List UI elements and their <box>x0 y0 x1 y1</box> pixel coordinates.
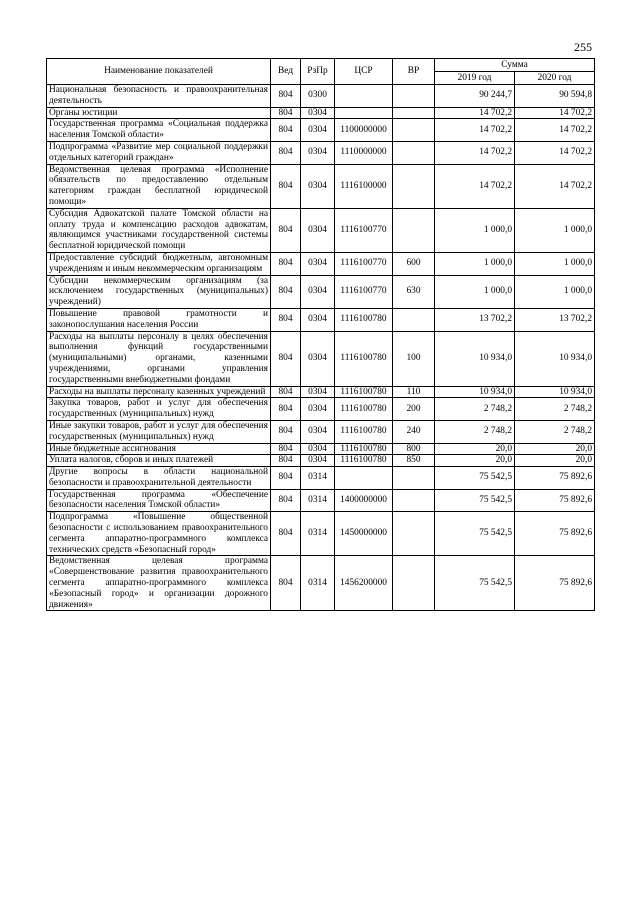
row-2020: 13 702,2 <box>515 308 595 331</box>
row-ved: 804 <box>271 467 301 490</box>
row-2019: 10 934,0 <box>435 386 515 398</box>
budget-table <box>46 58 595 611</box>
row-ved: 804 <box>271 164 301 208</box>
header-vr: ВР <box>393 59 435 85</box>
row-2020: 90 594,8 <box>515 85 595 108</box>
row-2019: 10 934,0 <box>435 331 515 386</box>
row-rzpr: 0304 <box>301 208 335 252</box>
row-ved: 804 <box>271 398 301 421</box>
row-vr: 800 <box>393 443 435 455</box>
row-rzpr: 0314 <box>301 489 335 512</box>
table-row <box>47 275 595 308</box>
row-2020: 2 748,2 <box>515 398 595 421</box>
row-ved: 804 <box>271 85 301 108</box>
row-rzpr: 0304 <box>301 398 335 421</box>
row-name: Субсидии некоммерческим организациям (за исключением государственных (муниципальных) учреждений) <box>47 275 271 308</box>
row-vr <box>393 141 435 164</box>
row-2019: 1 000,0 <box>435 208 515 252</box>
row-ved: 804 <box>271 208 301 252</box>
row-name: Субсидия Адвокатской палате Томской области на оплату труда и компенсацию расходов адвокатам, являющимся участниками государственной системы бесплатной юридической помощи <box>47 208 271 252</box>
row-csr: 1116100780 <box>335 398 393 421</box>
row-csr: 1116100780 <box>335 420 393 443</box>
header-2019: 2019 год <box>435 72 515 85</box>
row-vr <box>393 512 435 556</box>
row-name: Закупка товаров, работ и услуг для обеспечения государственных (муниципальных) нужд <box>47 398 271 421</box>
header-rzpr: РзПр <box>301 59 335 85</box>
row-csr: 1450000000 <box>335 512 393 556</box>
header-sum: Сумма <box>435 59 595 72</box>
row-2020: 14 702,2 <box>515 141 595 164</box>
row-vr: 110 <box>393 386 435 398</box>
row-2019: 14 702,2 <box>435 141 515 164</box>
row-2020: 14 702,2 <box>515 119 595 142</box>
row-ved: 804 <box>271 275 301 308</box>
page-number: 255 <box>574 40 592 54</box>
row-2020: 14 702,2 <box>515 164 595 208</box>
row-vr: 850 <box>393 455 435 467</box>
row-2020: 10 934,0 <box>515 331 595 386</box>
row-rzpr: 0300 <box>301 85 335 108</box>
row-rzpr: 0314 <box>301 467 335 490</box>
row-name: Подпрограмма «Повышение общественной безопасности с использованием правоохранительного сегмента аппаратно-программного комплекса технических средств «Безопасный город» <box>47 512 271 556</box>
row-2019: 20,0 <box>435 443 515 455</box>
row-csr: 1116100780 <box>335 308 393 331</box>
row-2019: 75 542,5 <box>435 489 515 512</box>
row-vr <box>393 107 435 119</box>
table-row <box>47 512 595 556</box>
row-2019: 14 702,2 <box>435 107 515 119</box>
row-2019: 20,0 <box>435 455 515 467</box>
row-csr: 1116100770 <box>335 208 393 252</box>
row-name: Иные закупки товаров, работ и услуг для обеспечения государственных (муниципальных) нужд <box>47 420 271 443</box>
row-csr: 1100000000 <box>335 119 393 142</box>
row-ved: 804 <box>271 420 301 443</box>
row-name: Расходы на выплаты персоналу в целях обеспечения выполнения функций государственными (муниципальными) органами, казенными учреждениями, органами управления государственными внебюджетными фондами <box>47 331 271 386</box>
table-row <box>47 467 595 490</box>
table-row <box>47 308 595 331</box>
row-2019: 1 000,0 <box>435 275 515 308</box>
row-ved: 804 <box>271 386 301 398</box>
table-body <box>47 85 595 611</box>
row-rzpr: 0304 <box>301 420 335 443</box>
row-rzpr: 0304 <box>301 443 335 455</box>
row-name: Уплата налогов, сборов и иных платежей <box>47 455 271 467</box>
row-vr: 600 <box>393 252 435 275</box>
row-csr <box>335 107 393 119</box>
row-2020: 75 892,6 <box>515 467 595 490</box>
row-csr: 1116100780 <box>335 443 393 455</box>
row-2020: 1 000,0 <box>515 208 595 252</box>
row-ved: 804 <box>271 455 301 467</box>
row-rzpr: 0314 <box>301 556 335 611</box>
row-name: Расходы на выплаты персоналу казенных учреждений <box>47 386 271 398</box>
row-2020: 75 892,6 <box>515 489 595 512</box>
row-2020: 75 892,6 <box>515 556 595 611</box>
row-vr <box>393 164 435 208</box>
row-2020: 14 702,2 <box>515 107 595 119</box>
table-row <box>47 141 595 164</box>
row-rzpr: 0304 <box>301 164 335 208</box>
row-2020: 20,0 <box>515 443 595 455</box>
table-row <box>47 443 595 455</box>
table-row <box>47 107 595 119</box>
row-vr <box>393 208 435 252</box>
row-2019: 75 542,5 <box>435 512 515 556</box>
row-2020: 75 892,6 <box>515 512 595 556</box>
row-csr: 1116100780 <box>335 455 393 467</box>
row-name: Другие вопросы в области национальной безопасности и правоохранительной деятельности <box>47 467 271 490</box>
row-vr: 200 <box>393 398 435 421</box>
row-rzpr: 0314 <box>301 512 335 556</box>
row-ved: 804 <box>271 331 301 386</box>
table-row <box>47 164 595 208</box>
table-row <box>47 556 595 611</box>
row-rzpr: 0304 <box>301 275 335 308</box>
header-2020: 2020 год <box>515 72 595 85</box>
row-vr <box>393 467 435 490</box>
row-rzpr: 0304 <box>301 455 335 467</box>
table-row <box>47 489 595 512</box>
row-csr: 1456200000 <box>335 556 393 611</box>
row-name: Повышение правовой грамотности и законопослушания населения России <box>47 308 271 331</box>
row-2019: 90 244,7 <box>435 85 515 108</box>
row-2019: 2 748,2 <box>435 420 515 443</box>
row-vr <box>393 85 435 108</box>
row-csr: 1116100780 <box>335 386 393 398</box>
row-ved: 804 <box>271 443 301 455</box>
table-row <box>47 85 595 108</box>
table-row <box>47 208 595 252</box>
row-rzpr: 0304 <box>301 331 335 386</box>
row-2020: 1 000,0 <box>515 252 595 275</box>
header-ved: Вед <box>271 59 301 85</box>
row-2019: 14 702,2 <box>435 119 515 142</box>
row-vr <box>393 489 435 512</box>
row-csr: 1110000000 <box>335 141 393 164</box>
row-2019: 13 702,2 <box>435 308 515 331</box>
row-vr: 240 <box>393 420 435 443</box>
row-csr: 1116100000 <box>335 164 393 208</box>
row-vr <box>393 556 435 611</box>
row-name: Органы юстиции <box>47 107 271 119</box>
row-2019: 75 542,5 <box>435 556 515 611</box>
row-rzpr: 0304 <box>301 141 335 164</box>
row-ved: 804 <box>271 141 301 164</box>
table-row <box>47 420 595 443</box>
row-vr <box>393 119 435 142</box>
row-2020: 20,0 <box>515 455 595 467</box>
row-2020: 10 934,0 <box>515 386 595 398</box>
header-name: Наименование показателей <box>47 59 271 85</box>
row-csr: 1116100770 <box>335 275 393 308</box>
row-rzpr: 0304 <box>301 252 335 275</box>
table-row <box>47 252 595 275</box>
row-name: Государственная программа «Социальная поддержка населения Томской области» <box>47 119 271 142</box>
row-rzpr: 0304 <box>301 308 335 331</box>
row-2020: 1 000,0 <box>515 275 595 308</box>
row-csr <box>335 85 393 108</box>
table-row <box>47 386 595 398</box>
row-csr: 1116100780 <box>335 331 393 386</box>
row-name: Ведомственная целевая программа «Совершенствование развития правоохранительного сегмента аппаратно-программного комплекса «Безопасный город» и организации дорожного движения» <box>47 556 271 611</box>
row-name: Национальная безопасность и правоохранительная деятельность <box>47 85 271 108</box>
row-2019: 1 000,0 <box>435 252 515 275</box>
row-name: Ведомственная целевая программа «Исполнение обязательств по предоставлению отдельным категориям граждан бесплатной юридической помощи» <box>47 164 271 208</box>
row-vr <box>393 308 435 331</box>
table-row <box>47 331 595 386</box>
row-csr <box>335 467 393 490</box>
row-rzpr: 0304 <box>301 107 335 119</box>
row-name: Иные бюджетные ассигнования <box>47 443 271 455</box>
row-csr: 1400000000 <box>335 489 393 512</box>
row-2019: 2 748,2 <box>435 398 515 421</box>
row-ved: 804 <box>271 556 301 611</box>
table-row <box>47 398 595 421</box>
row-rzpr: 0304 <box>301 119 335 142</box>
row-ved: 804 <box>271 107 301 119</box>
row-name: Подпрограмма «Развитие мер социальной поддержки отдельных категорий граждан» <box>47 141 271 164</box>
row-2019: 75 542,5 <box>435 467 515 490</box>
row-vr: 630 <box>393 275 435 308</box>
table-row <box>47 119 595 142</box>
row-ved: 804 <box>271 512 301 556</box>
table-row <box>47 455 595 467</box>
row-csr: 1116100770 <box>335 252 393 275</box>
row-ved: 804 <box>271 252 301 275</box>
row-ved: 804 <box>271 489 301 512</box>
row-ved: 804 <box>271 119 301 142</box>
row-vr: 100 <box>393 331 435 386</box>
row-name: Государственная программа «Обеспечение безопасности населения Томской области» <box>47 489 271 512</box>
header-csr: ЦСР <box>335 59 393 85</box>
row-name: Предоставление субсидий бюджетным, автономным учреждениям и иным некоммерческим организациям <box>47 252 271 275</box>
table-header <box>47 59 595 85</box>
row-ved: 804 <box>271 308 301 331</box>
row-rzpr: 0304 <box>301 386 335 398</box>
row-2019: 14 702,2 <box>435 164 515 208</box>
row-2020: 2 748,2 <box>515 420 595 443</box>
